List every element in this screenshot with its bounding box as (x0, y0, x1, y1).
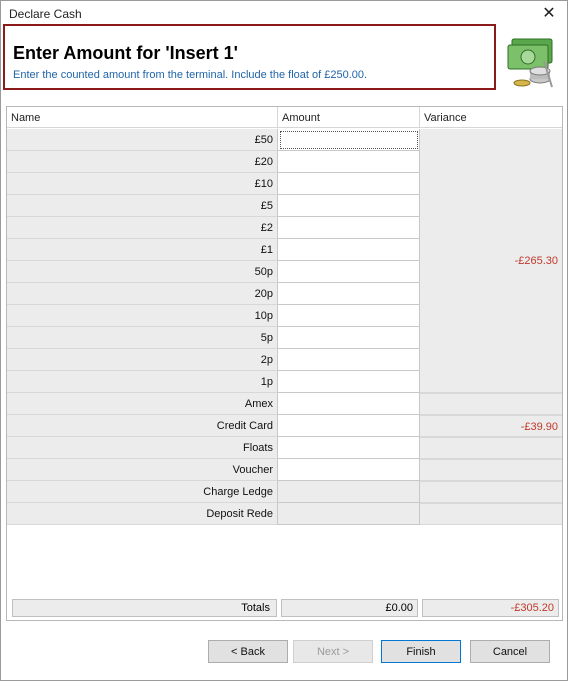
amount-input[interactable] (278, 217, 420, 239)
row-name: £50 (7, 129, 278, 151)
amount-input (278, 481, 420, 503)
row-name: 10p (7, 305, 278, 327)
variance-charge-ledge (420, 481, 562, 503)
amount-input[interactable] (278, 305, 420, 327)
amount-input[interactable] (278, 415, 420, 437)
amount-input[interactable] (278, 283, 420, 305)
amount-input[interactable] (278, 459, 420, 481)
column-header-name[interactable]: Name (7, 107, 278, 128)
row-name: 20p (7, 283, 278, 305)
row-name: £5 (7, 195, 278, 217)
variance-credit-card: -£39.90 (420, 415, 562, 437)
variance-voucher (420, 459, 562, 481)
column-header-amount[interactable]: Amount (278, 107, 420, 128)
row-name: Credit Card (7, 415, 278, 437)
row-name: £10 (7, 173, 278, 195)
variance-cash: -£265.30 (420, 129, 562, 393)
row-name: Floats (7, 437, 278, 459)
row-name: £20 (7, 151, 278, 173)
header-panel (3, 24, 496, 90)
back-button[interactable]: < Back (208, 640, 288, 663)
variance-deposit-rede (420, 503, 562, 525)
row-name: £1 (7, 239, 278, 261)
amount-input[interactable] (278, 349, 420, 371)
amount-input[interactable] (278, 173, 420, 195)
row-name: Deposit Rede (7, 503, 278, 525)
column-header-variance[interactable]: Variance (420, 107, 562, 128)
variance-floats (420, 437, 562, 459)
row-name: 1p (7, 371, 278, 393)
row-name: 50p (7, 261, 278, 283)
amount-input[interactable] (278, 371, 420, 393)
amount-input[interactable] (278, 239, 420, 261)
amount-input[interactable] (278, 151, 420, 173)
totals-label: Totals (12, 599, 277, 617)
row-name: 2p (7, 349, 278, 371)
variance-amex (420, 393, 562, 415)
header-subtitle: Enter the counted amount from the terminal. Include the float of £250.00. (13, 69, 368, 81)
row-name: Voucher (7, 459, 278, 481)
title-bar (1, 1, 567, 25)
row-name: £2 (7, 217, 278, 239)
amount-input[interactable] (278, 393, 420, 415)
next-button[interactable]: Next > (293, 640, 373, 663)
totals-variance: -£305.20 (422, 599, 559, 617)
amount-input[interactable] (278, 437, 420, 459)
totals-amount: £0.00 (281, 599, 418, 617)
finish-button[interactable]: Finish (381, 640, 461, 663)
cancel-button[interactable]: Cancel (470, 640, 550, 663)
row-name: 5p (7, 327, 278, 349)
amount-input[interactable] (278, 129, 420, 151)
close-icon[interactable]: ✕ (542, 5, 556, 22)
amount-input[interactable] (278, 327, 420, 349)
header-title: Enter Amount for 'Insert 1' (13, 43, 238, 63)
row-name: Charge Ledge (7, 481, 278, 503)
amount-input[interactable] (278, 195, 420, 217)
row-name: Amex (7, 393, 278, 415)
money-icon (504, 31, 558, 91)
window-title: Declare Cash (9, 7, 82, 21)
amount-input (278, 503, 420, 525)
amount-input[interactable] (278, 261, 420, 283)
cash-grid (6, 106, 563, 621)
